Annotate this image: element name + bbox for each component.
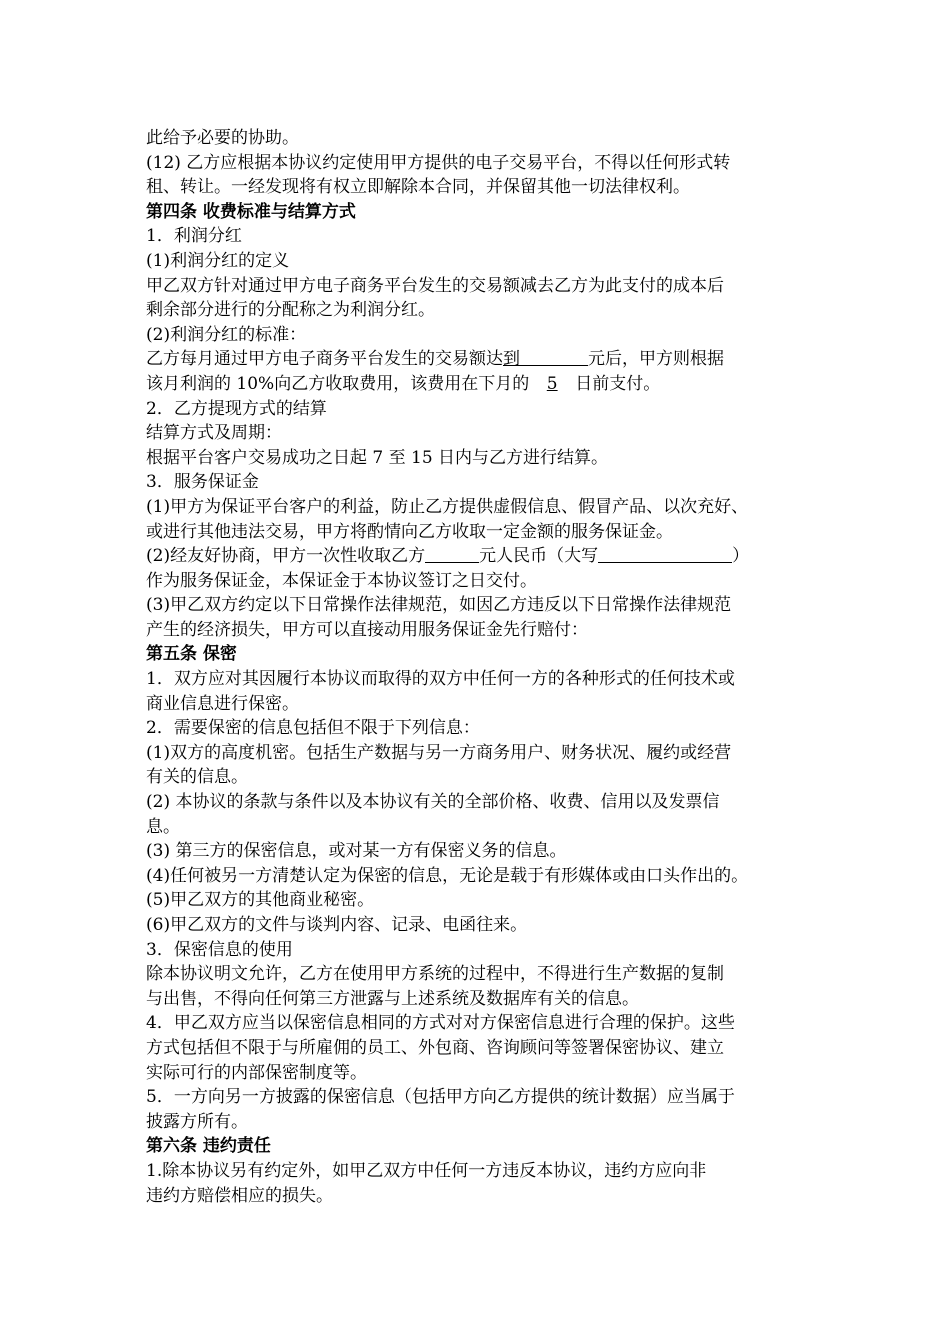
text-line: 2．需要保密的信息包括但不限于下列信息： <box>146 718 480 739</box>
text-line: (4)任何被另一方清楚认定为保密的信息，无论是载于有形媒体或由口头作出的。 <box>146 865 749 886</box>
text-span: 日前支付。 <box>575 373 661 394</box>
text-line: 3．保密信息的使用 <box>146 939 293 960</box>
text-line: 有关的信息。 <box>146 767 248 788</box>
text-line: (2)利润分红的标准： <box>146 324 307 345</box>
text-span: 元人民币（大写 <box>479 546 599 567</box>
text-line: (5)甲乙双方的其他商业秘密。 <box>146 890 375 911</box>
text-line: 结算方式及周期： <box>146 423 282 444</box>
text-line: 3．服务保证金 <box>146 472 259 493</box>
text-line: 租、转让。一经发现将有权立即解除本合同，并保留其他一切法律权利。 <box>146 177 690 198</box>
text-line <box>146 372 820 397</box>
text-line: 剩余部分进行的分配称之为利润分红。 <box>146 300 435 321</box>
text-span: 乙方每月通过甲方电子商务平台发生的交易额达 <box>146 349 503 370</box>
text-line: (6)甲乙双方的文件与谈判内容、记录、电函往来。 <box>146 915 528 935</box>
text-line: 与出售，不得向任何第三方泄露与上述系统及数据库有关的信息。 <box>146 988 639 1009</box>
text-line: 产生的经济损失，甲方可以直接动用服务保证金先行赔付： <box>146 619 588 640</box>
text-line: 息。 <box>146 816 180 837</box>
text-line: 4．甲乙双方应当以保密信息相同的方式对对方保密信息进行合理的保护。这些 <box>146 1013 735 1034</box>
text-line: 除本协议明文允许，乙方在使用甲方系统的过程中，不得进行生产数据的复制 <box>146 964 724 985</box>
text-line: (12) 乙方应根据本协议约定使用甲方提供的电子交易平台，不得以任何形式转 <box>146 152 731 173</box>
text-line <box>146 347 820 372</box>
text-line: 或进行其他违法交易，甲方将酌情向乙方收取一定金额的服务保证金。 <box>146 521 673 542</box>
text-span: 元后，甲方则根据 <box>588 349 724 370</box>
text-span: ） <box>732 546 750 567</box>
text-span: 该月利润的 10%向乙方收取费用，该费用在下月的 <box>146 373 530 394</box>
text-line: 2．乙方提现方式的结算 <box>146 398 327 419</box>
fill-blank-uppercase <box>598 544 732 563</box>
text-line <box>146 544 820 569</box>
text-line: 1．双方应对其因履行本协议而取得的双方中任何一方的各种形式的任何技术或 <box>146 669 735 690</box>
text-line: 作为服务保证金，本保证金于本协议签订之日交付。 <box>146 570 537 591</box>
text-line: 1.除本协议另有约定外，如甲乙双方中任何一方违反本协议，违约方应向非 <box>146 1160 707 1181</box>
article-4-heading: 第四条 收费标准与结算方式 <box>146 201 356 222</box>
text-line: 违约方赔偿相应的损失。 <box>146 1185 333 1206</box>
text-line: 商业信息进行保密。 <box>146 693 299 714</box>
article-6-heading: 第六条 违约责任 <box>146 1136 271 1157</box>
text-line: 披露方所有。 <box>146 1111 248 1132</box>
text-line: 1．利润分红 <box>146 226 242 247</box>
article-5-heading: 第五条 保密 <box>146 644 237 665</box>
text-line: 此给予必要的协助。 <box>146 128 299 148</box>
fill-blank-deposit <box>425 544 479 563</box>
text-line: (1)甲方为保证平台客户的利益，防止乙方提供虚假信息、假冒产品、以次充好、 <box>146 496 749 517</box>
text-line: 实际可行的内部保密制度等。 <box>146 1062 367 1083</box>
filled-blank-day: 5 <box>546 373 558 394</box>
text-line: (3) 第三方的保密信息，或对某一方有保密义务的信息。 <box>146 841 567 862</box>
text-line: 甲乙双方针对通过甲方电子商务平台发生的交易额减去乙方为此支付的成本后 <box>146 275 724 296</box>
text-line: 根据平台客户交易成功之日起 7 至 15 日内与乙方进行结算。 <box>146 447 609 468</box>
text-line: (3)甲乙双方约定以下日常操作法律规范，如因乙方违反以下日常操作法律规范 <box>146 595 732 616</box>
text-line: (1)利润分红的定义 <box>146 250 290 271</box>
text-line: (1)双方的高度机密。包括生产数据与另一方商务用户、财务状况、履约或经营 <box>146 742 732 763</box>
fill-blank-amount <box>520 347 588 366</box>
text-span: (2)经友好协商，甲方一次性收取乙方 <box>146 546 426 567</box>
underlined-text: 到 <box>503 349 520 370</box>
text-line: 方式包括但不限于与所雇佣的员工、外包商、咨询顾问等签署保密协议、建立 <box>146 1037 724 1058</box>
text-line: 5．一方向另一方披露的保密信息（包括甲方向乙方提供的统计数据）应当属于 <box>146 1087 735 1108</box>
text-line: (2) 本协议的条款与条件以及本协议有关的全部价格、收费、信用以及发票信 <box>146 792 720 813</box>
